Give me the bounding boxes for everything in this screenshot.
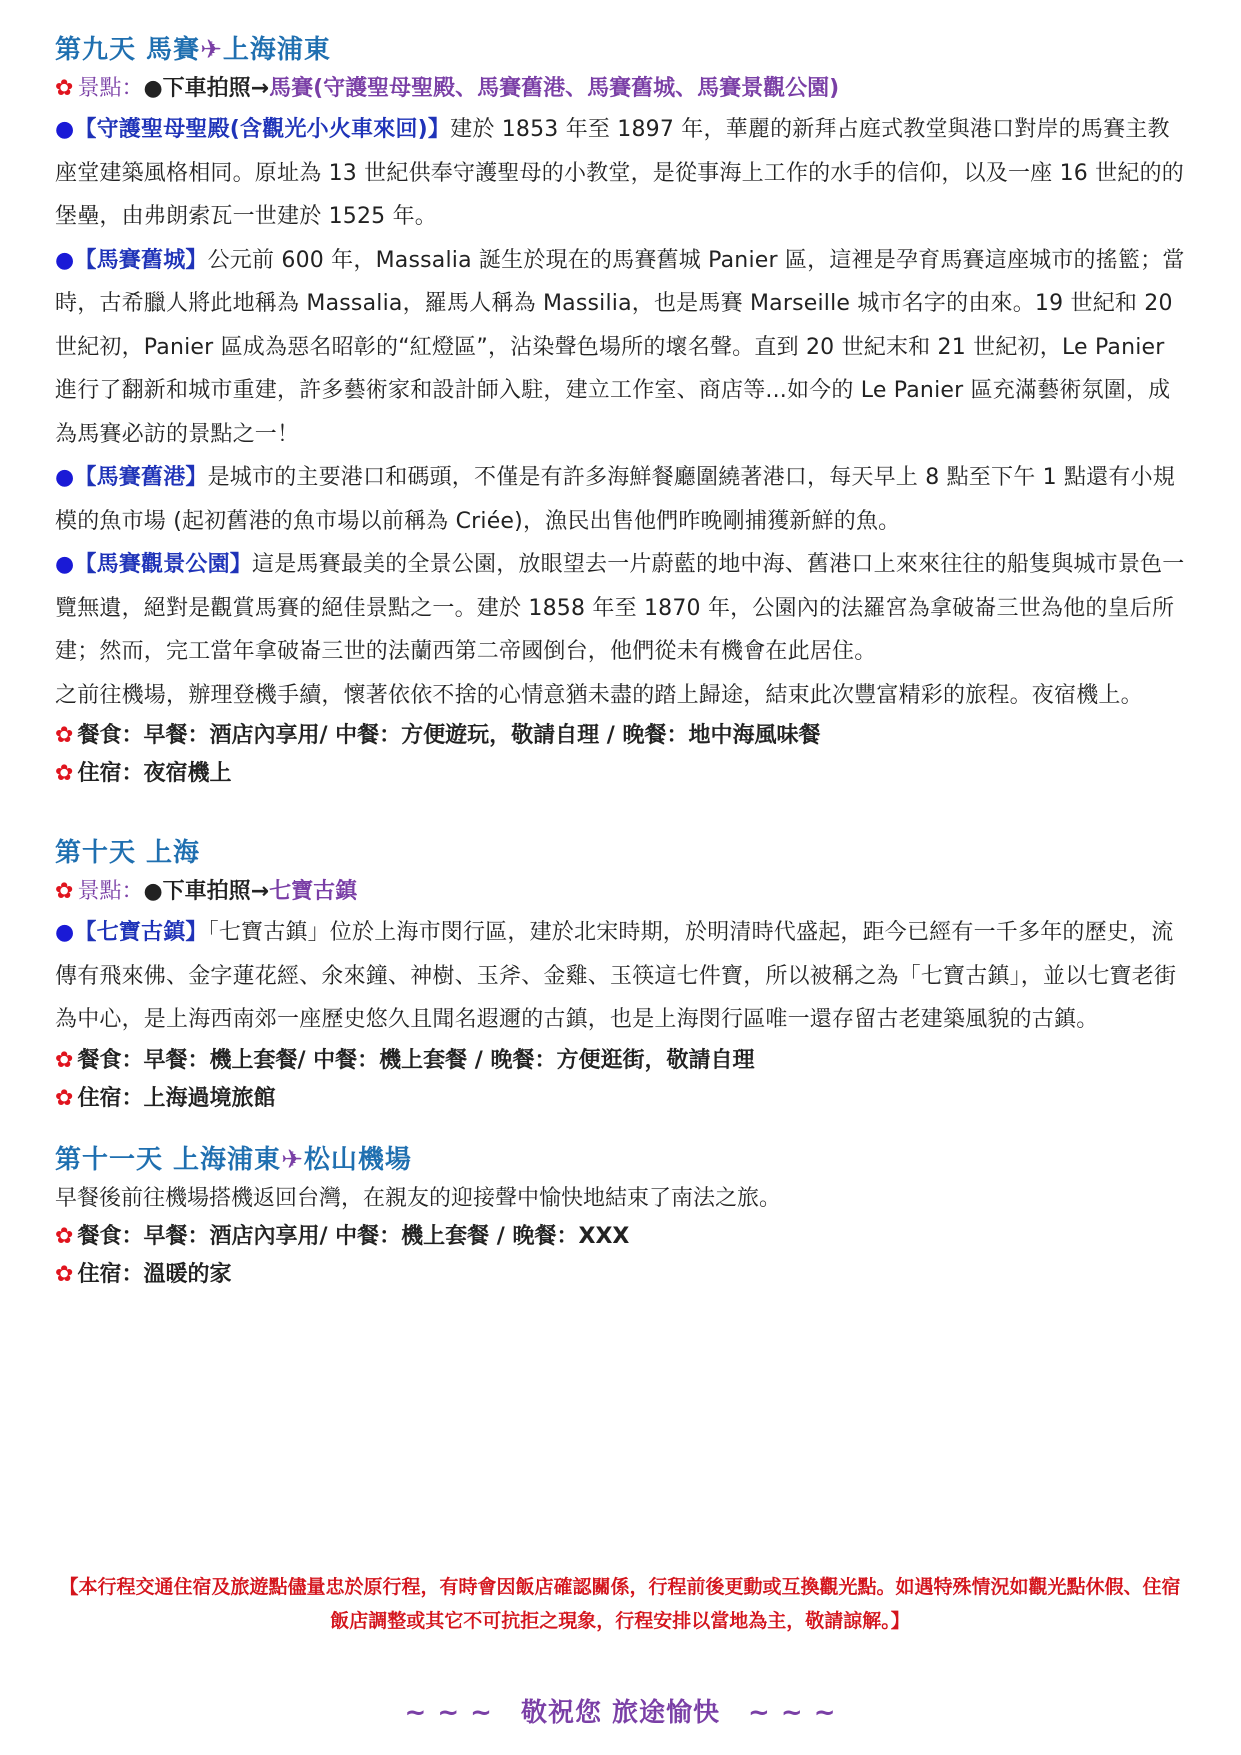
day9-title-prefix: 第九天 馬賽 <box>55 35 201 65</box>
attractions-list: 七寶古鎮 <box>269 879 358 904</box>
attractions-lead: ●下車拍照→ <box>143 879 270 904</box>
day9-paragraph-basilica <box>55 108 1185 239</box>
day10-title: 第十天 上海 <box>55 838 201 868</box>
day10-meals <box>55 1042 1185 1080</box>
bullet-dot-icon: ● <box>55 247 75 273</box>
flower-icon: ✿ <box>55 761 74 786</box>
day11-stay <box>55 1256 1185 1294</box>
day11-paragraph <box>55 1180 1185 1218</box>
day11-title-prefix: 第十一天 上海浦東 <box>55 1144 282 1175</box>
day11-meals <box>55 1218 1185 1256</box>
day9-paragraph-departure <box>55 674 1185 718</box>
flower-icon: ✿ <box>55 723 74 748</box>
attractions-label: 景點： <box>77 879 144 904</box>
paragraph-text: 這是馬賽最美的全景公園，放眼望去一片蔚藍的地中海、舊港口上來來往往的船隻與城市景色一覽無遺，絕對是觀賞馬賽的絕佳景點之一。建於 1858 年至 1870 年，公園內的法羅宮為拿破崙三世為他的皇后所建；然而，完工當年拿破崙三世的法蘭西第二帝國倒台，他們從未有機會在此居住。 <box>55 552 1185 664</box>
stay-text: 住宿：上海過境旅館 <box>77 1085 276 1111</box>
attractions-label: 景點： <box>77 76 144 101</box>
flower-icon: ✿ <box>55 1261 74 1287</box>
meals-text: 餐食：早餐：機上套餐/ 中餐：機上套餐 / 晚餐：方便逛街，敬請自理 <box>77 1047 755 1073</box>
day9-paragraph-old-port <box>55 456 1185 543</box>
bullet-dot-icon: ● <box>55 465 75 490</box>
paragraph-heading: 【守護聖母聖殿(含觀光小火車來回)】 <box>74 117 451 142</box>
paragraph-text: 是城市的主要港口和碼頭，不僅是有許多海鮮餐廳圍繞著港口，每天早上 8 點至下午 1 點還有小規模的魚市場 (起初舊港的魚市場以前稱為 Criée)，漁民出售他們昨晚剛捕獲新鮮的魚。 <box>55 465 1175 534</box>
day9-stay <box>55 755 1185 793</box>
day11-title-suffix: 松山機場 <box>303 1144 412 1175</box>
paragraph-text: 公元前 600 年，Massalia 誕生於現在的馬賽舊城 Panier 區，這裡是孕育馬賽這座城市的搖籃；當時，古希臘人將此地稱為 Massalia，羅馬人稱為 Massilia，也是馬賽 Marseille 城市名字的由來。19 世紀和 20 世紀初，Panier 區成為惡名昭彰的“紅燈區”，沾染聲色場所的壞名聲。直到 20 世紀末和 21 世紀初，Le Panier 進行了翻新和城市重建，許多藝術家和設計師入駐，建立工作室、商店等...如今的 Le Panier 區充滿藝術氛圍，成為馬賽必訪的景點之一！ <box>55 247 1185 447</box>
day9-attractions <box>55 70 1185 108</box>
flower-icon: ✿ <box>55 76 74 101</box>
meals-text: 餐食：早餐：酒店內享用/ 中餐：機上套餐 / 晚餐：XXX <box>77 1223 630 1249</box>
attractions-list: 馬賽(守護聖母聖殿、馬賽舊港、馬賽舊城、馬賽景觀公園) <box>269 76 840 101</box>
paragraph-text: 「七寶古鎮」位於上海市閔行區，建於北宋時期，於明清時代盛起，距今已經有一千多年的歷史，流傳有飛來佛、金字蓮花經、氽來鐘、神樹、玉斧、金雞、玉筷這七件寶，所以被稱之為「七寶古鎮」，並以七寶老街為中心，是上海西南郊一座歷史悠久且聞名遐邇的古鎮，也是上海閔行區唯一還存留古老建築風貌的古鎮。 <box>55 920 1177 1032</box>
closing-greeting <box>0 1692 1241 1729</box>
flower-icon: ✿ <box>55 1085 74 1111</box>
day9-title-suffix: 上海浦東 <box>222 35 331 65</box>
attractions-lead: ●下車拍照→ <box>143 76 270 101</box>
paragraph-text: 之前往機場，辦理登機手續，懷著依依不捨的心情意猶未盡的踏上歸途，結束此次豐富精彩的旅程。夜宿機上。 <box>55 682 1143 708</box>
bullet-dot-icon: ● <box>55 117 75 142</box>
meals-text: 餐食：早餐：酒店內享用/ 中餐：方便遊玩，敬請自理 / 晚餐：地中海風味餐 <box>77 723 821 748</box>
itinerary-content <box>55 30 1185 1294</box>
flower-icon: ✿ <box>55 1047 74 1073</box>
flower-icon: ✿ <box>55 879 74 904</box>
day9-paragraph-old-town <box>55 239 1185 457</box>
closing-text: 敬祝您 旅途愉快 <box>520 1698 721 1728</box>
paragraph-heading: 【七寶古鎮】 <box>74 920 208 945</box>
paragraph-heading: 【馬賽舊城】 <box>74 247 208 273</box>
day9-title <box>55 30 1185 70</box>
bullet-dot-icon: ● <box>55 552 75 577</box>
closing-tilde-right: ~ ~ ~ <box>748 1698 837 1728</box>
day10-attractions <box>55 873 1185 911</box>
plane-icon: ✈ <box>281 1144 304 1175</box>
paragraph-heading: 【馬賽觀景公園】 <box>74 552 253 577</box>
bullet-dot-icon: ● <box>55 920 75 945</box>
paragraph-text: 早餐後前往機場搭機返回台灣，在親友的迎接聲中愉快地結束了南法之旅。 <box>55 1185 782 1211</box>
flower-icon: ✿ <box>55 1223 74 1249</box>
itinerary-notice: 【本行程交通住宿及旅遊點儘量忠於原行程，有時會因飯店確認關係，行程前後更動或互換觀光點。如遇特殊情況如觀光點休假、住宿飯店調整或其它不可抗拒之現象，行程安排以當地為主，敬請諒解。】 <box>59 1576 1181 1632</box>
day10-stay <box>55 1080 1185 1118</box>
day10-paragraph-qibao <box>55 911 1185 1042</box>
closing-tilde-left: ~ ~ ~ <box>404 1698 493 1728</box>
day9-meals <box>55 717 1185 755</box>
day9-paragraph-park <box>55 543 1185 674</box>
plane-icon: ✈ <box>200 35 223 65</box>
paragraph-heading: 【馬賽舊港】 <box>74 465 208 490</box>
stay-text: 住宿：夜宿機上 <box>77 761 232 786</box>
stay-text: 住宿：溫暖的家 <box>77 1261 232 1287</box>
day11-title <box>55 1140 1185 1180</box>
paragraph-text: 建於 1853 年至 1897 年，華麗的新拜占庭式教堂與港口對岸的馬賽主教座堂建築風格相同。原址為 13 世紀供奉守護聖母的小教堂，是從事海上工作的水手的信仰，以及一座 16 世紀的的堡壘，由弗朗索瓦一世建於 1525 年。 <box>55 117 1184 229</box>
